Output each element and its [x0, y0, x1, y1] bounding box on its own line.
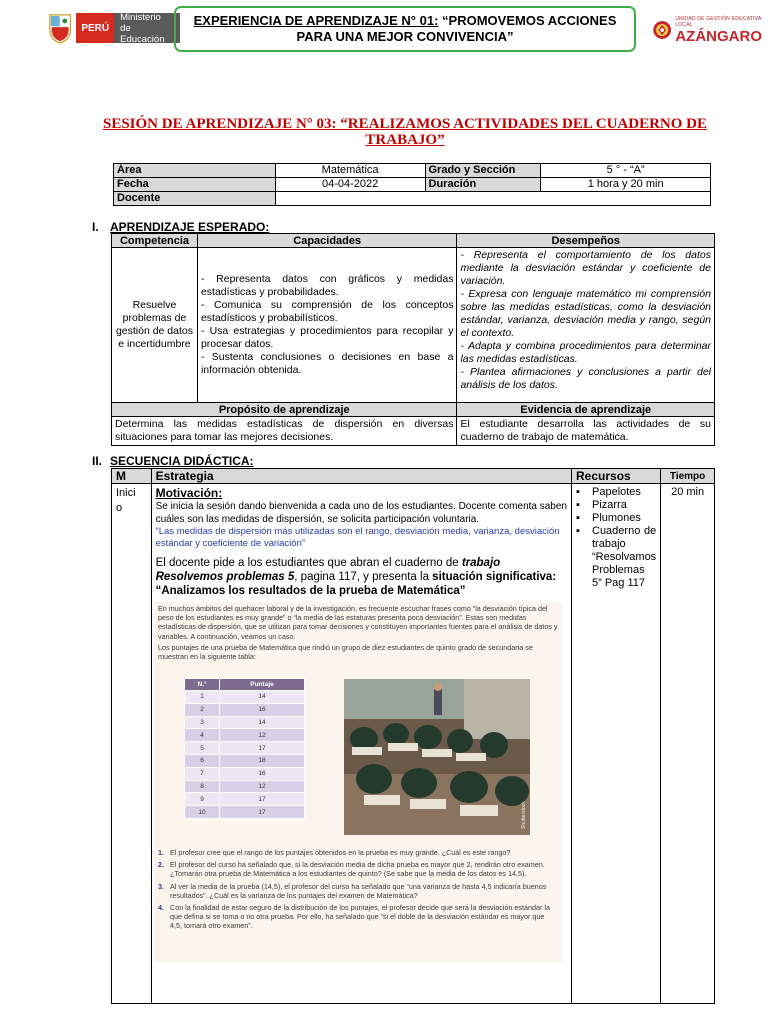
section-1-heading — [92, 220, 269, 234]
dispersion-quote: “Las medidas de dispersión más utilizadas son el rango, desviación media, varianza, desviación estándar y coeficiente de variación” — [155, 526, 560, 549]
resource-item: ▪ Papelotes — [576, 486, 641, 498]
section-1-title: APRENDIZAJE ESPERADO: — [110, 220, 270, 234]
experience-title: “PROMOVEMOS ACCIONES PARA UNA MEJOR CONVIVENCIA” — [296, 13, 617, 44]
section-2-title: SECUENCIA DIDÁCTICA: — [110, 454, 254, 468]
book-question: 1. El profesor cree que el rango de los puntajes obtenidos en la prueba es muy grande. ¿Cuál es este rango? — [158, 848, 511, 857]
moment-cell: Inicio — [112, 484, 152, 1004]
capacidad-item: - Representa datos con gráficos y medidas estadísticas y probabilidades. — [200, 273, 454, 298]
scores-table — [184, 678, 305, 819]
book-intro: En muchos ámbitos del quehacer laboral y de la investigación, es frecuente escuchar frases como “la desviación típica del peso de los estudiantes es muy grande” o “la media de las estaturas presenta poca desviación”. Estas son medidas estadísticas de dispersión, que se utilizan para tomar decisiones y constituyen importantes fuentes para el análisis de datos y variables. A continuación, veamos un caso. — [158, 604, 558, 641]
grade-value: 5 ° - “A” — [541, 164, 711, 178]
table-row: 3 14 — [185, 716, 305, 729]
purpose-cell: Determina las medidas estadísticas de dispersión en diversas situaciones para tomar las mejores decisiones. — [112, 417, 457, 446]
textbook-excerpt — [154, 602, 562, 962]
desempeno-item: - Expresa con lenguaje matemático mi comprensión sobre las medidas estadísticas, como la desviación estándar, varianza, desviación media y rango, según el contexto. — [460, 288, 711, 339]
session-title: SESIÓN DE APRENDIZAJE N° 03: “REALIZAMOS ACTIVIDADES DEL CUADERNO DE TRABAJO” — [102, 116, 708, 148]
resource-item: ▪ Plumones — [576, 512, 641, 524]
teacher-label: Docente — [114, 192, 276, 206]
grade-label: Grado y Sección — [425, 164, 541, 178]
capacidad-item: - Comunica su comprensión de los conceptos estadísticos y probabilísticos. — [200, 299, 454, 324]
ugel-subtitle: UNIDAD DE GESTIÓN EDUCATIVA LOCAL — [675, 15, 762, 28]
section-2-heading — [92, 454, 254, 468]
book-intro-2: Los puntajes de una prueba de Matemática que rindió un grupo de diez estudiantes de quinto grado de secundaria se muestran en la siguiente tabla: — [158, 642, 533, 662]
ugel-logo — [652, 10, 762, 50]
resource-item: ▪ Cuaderno de trabajo “Resolvamos Problemas 5” Pag 117 — [576, 525, 657, 589]
table-row: 9 17 — [185, 793, 305, 806]
capacidades-header: Capacidades — [197, 234, 457, 248]
desempeno-item: - Plantea afirmaciones y conclusiones a partir del análisis de los datos. — [460, 366, 711, 391]
ugel-name: AZÁNGARO — [675, 27, 762, 45]
situation-title: situación significativa: “Analizamos los resultados de la prueba de Matemática” — [155, 571, 557, 597]
capacidad-item: - Usa estrategias y procedimientos para recopilar y procesar datos. — [200, 325, 454, 350]
competency-table — [111, 233, 715, 446]
desempenos-header: Desempeños — [457, 234, 715, 248]
date-label: Fecha — [114, 178, 276, 192]
table-row: 4 12 — [185, 729, 305, 742]
desempenos-cell — [457, 248, 715, 403]
duration-label: Duración — [425, 178, 541, 192]
table-row: 5 17 — [185, 742, 305, 755]
motivation-text: Se inicia la sesión dando bienvenida a cada uno de los estudiantes. Docente comenta saben cuáles son las medidas de dispersión, se solicita participación voluntaria. — [155, 501, 567, 525]
resource-item: ▪ Pizarra — [576, 499, 627, 511]
table-row: 6 18 — [185, 754, 305, 767]
section-1-number: I. — [92, 220, 99, 234]
significant-situation-text — [156, 556, 567, 598]
competencia-header: Competencia — [112, 234, 198, 248]
purpose-header: Propósito de aprendizaje — [112, 403, 457, 417]
strategy-header: Estrategia — [151, 469, 571, 484]
time-header: Tiempo — [661, 469, 715, 484]
para-part: El docente pide a los estudiantes que abran el cuaderno de — [155, 557, 462, 569]
section-2-number: II. — [92, 454, 103, 468]
table-row: 8 12 — [185, 780, 305, 793]
resources-header: Recursos — [572, 469, 661, 484]
capacidades-cell — [197, 248, 457, 403]
para-part: , pagina 117, y presenta la — [294, 571, 433, 583]
duration-value: 1 hora y 20 min — [541, 178, 711, 192]
book-question: 2. El profesor del curso ha señalado que, si la desviación media de dicha prueba es mayor que 2, rendirán otro examen. ¿Tomarán otra prueba de Matemática a los estudiantes de quinto? (Se sabe que la media de los datos es 14,5). — [158, 860, 545, 879]
resources-cell — [572, 484, 661, 1004]
capacidad-item: - Sustenta conclusiones o decisiones en base a información obtenida. — [200, 351, 454, 376]
workbook-title: trabajo Resolvemos problemas 5 — [155, 557, 501, 583]
competencia-cell: Resuelve problemas de gestión de datos e incertidumbre — [112, 248, 198, 403]
session-info-table — [113, 163, 711, 206]
date-value: 04-04-2022 — [275, 178, 425, 192]
book-question: 3. Al ver la media de la prueba (14,5), el profesor del curso ha señalado que “una varianza de hasta 4,5 indicaría buenos resultados”. ¿Cuál es la varianza de los puntajes del examen de Matemática? — [158, 881, 547, 900]
classroom-photo — [344, 679, 530, 835]
minedu-logo — [48, 8, 180, 48]
evidence-cell: El estudiante desarrolla las actividades de su cuaderno de trabajo de matemática. — [457, 417, 715, 446]
evidence-header: Evidencia de aprendizaje — [457, 403, 715, 417]
photo-credit: Shutterstock — [521, 801, 527, 829]
book-questions — [158, 848, 558, 931]
peru-shield-icon — [48, 11, 72, 45]
table-row: 7 16 — [185, 767, 305, 780]
area-value: Matemática — [275, 164, 425, 178]
book-question: 4. Con la finalidad de estar seguro de la distribución de los puntajes, el profesor decide que será la desviación estándar la que defina si se toma o no otra prueba. Por ello, ha señalado que “si el doble de la desviación estándar es mayor que 4,5, tomará otro examen”. — [158, 903, 550, 931]
table-row: 2 16 — [185, 703, 305, 716]
scores-col-number: N.° — [185, 679, 220, 691]
desempeno-item: - Adapta y combina procedimientos para determinar las medidas estadísticas. — [460, 340, 711, 365]
experience-prefix: EXPERIENCIA DE APRENDIZAJE N° 01: — [193, 13, 439, 28]
table-row: 10 17 — [185, 806, 305, 819]
scores-col-score: Puntaje — [220, 679, 305, 691]
motivation-title: Motivación: — [155, 486, 223, 500]
area-label: Área — [114, 164, 276, 178]
table-row: 1 14 — [185, 691, 305, 704]
teacher-value — [275, 192, 710, 206]
experience-title-box — [174, 6, 636, 52]
resources-list — [576, 486, 656, 590]
moment-header: M — [112, 469, 152, 484]
ugel-emblem-icon — [652, 14, 672, 46]
time-cell: 20 min — [661, 484, 715, 1004]
peru-label: PERÚ — [76, 13, 114, 43]
desempeno-item: - Representa el comportamiento de los datos mediante la desviación estándar y coeficiente de variación. — [460, 249, 711, 287]
ministry-label: Ministerio de Educación — [114, 13, 180, 43]
